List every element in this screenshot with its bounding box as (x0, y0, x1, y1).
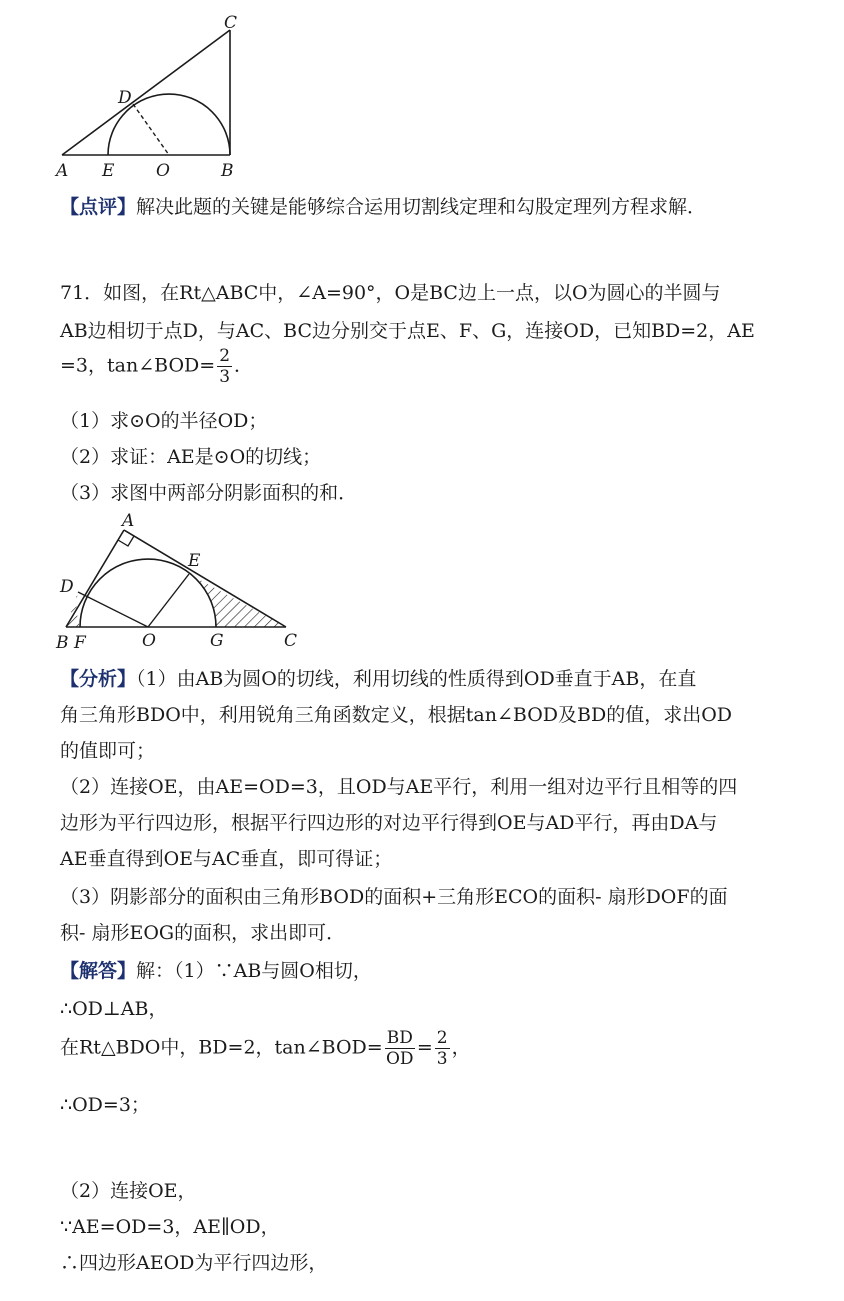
analysis-line-2: 角三角形BDO中，利用锐角三角函数定义，根据tan∠BOD及BD的值，求出OD (60, 704, 733, 726)
label-c: C (224, 13, 238, 33)
fraction-3: 3 (436, 1049, 448, 1069)
label-g: G (210, 631, 224, 651)
analysis-line-7: （3）阴影部分的面积由三角形BOD的面积+三角形ECO的面积- 扇形DOF的面 (60, 886, 728, 908)
label-b: B (221, 161, 234, 181)
fraction-2: 2 (436, 1028, 448, 1048)
label-o: O (142, 631, 156, 651)
solution-text-1: 解：（1）∵AB与圆O相切， (136, 960, 372, 982)
solution-line-2: ∴OD⊥AB， (60, 998, 168, 1020)
review-text: 解决此题的关键是能够综合运用切割线定理和勾股定理列方程求解． (136, 196, 707, 218)
question-3: （3）求图中两部分阴影面积的和． (60, 482, 358, 504)
fraction-two-thirds-b (435, 1028, 450, 1069)
fraction-numerator: 2 (219, 346, 231, 366)
analysis-line-1 (60, 664, 696, 691)
analysis-text-1: （1）由AB为圆O的切线，利用切线的性质得到OD垂直于AB，在直 (136, 668, 697, 690)
problem-line-3-suffix: ． (234, 354, 254, 377)
problem-line-1: 71．如图，在Rt△ABC中，∠A=90°，O是BC边上一点，以O为圆心的半圆与 (60, 282, 721, 304)
equals-sign: = (416, 1036, 433, 1059)
analysis-line-6: AE垂直得到OE与AC垂直，即可得证； (60, 848, 393, 870)
segment-ac (62, 30, 230, 155)
solution-line-4: ∴OD=3； (60, 1094, 150, 1116)
analysis-line-4: （2）连接OE，由AE=OD=3，且OD与AE平行，利用一组对边平行且相等的四 (60, 776, 738, 798)
analysis-line-5: 边形为平行四边形，根据平行四边形的对边平行得到OE与AD平行，再由DA与 (60, 812, 718, 834)
fraction-bd: BD (386, 1028, 413, 1048)
segment-od-dashed (133, 104, 169, 155)
solution-line-1 (60, 956, 372, 983)
fraction-od: OD (385, 1049, 414, 1069)
analysis-line-8: 积- 扇形EOG的面积，求出即可． (60, 922, 346, 944)
solution-line-5: （2）连接OE， (60, 1180, 197, 1202)
solution-line-3-prefix: 在Rt△BDO中，BD=2，tan∠BOD= (60, 1036, 383, 1059)
label-f: F (74, 633, 86, 652)
review-line (60, 192, 706, 219)
label-a: A (122, 512, 135, 531)
analysis-line-3: 的值即可； (60, 740, 156, 762)
label-a: A (56, 161, 69, 181)
label-d: D (60, 577, 74, 597)
question-1: （1）求⊙O的半径OD； (60, 410, 268, 432)
figure-1-diagram (50, 10, 260, 185)
label-o: O (156, 161, 170, 181)
figure-2-diagram (52, 512, 312, 652)
analysis-tag: 【分析】 (60, 668, 137, 690)
solution-line-3-suffix: ， (451, 1036, 471, 1059)
solution-line-6: ∵AE=OD=3，AE∥OD， (60, 1216, 280, 1238)
segment-ab (66, 530, 124, 627)
segment-oe (148, 574, 189, 627)
review-tag: 【点评】 (60, 196, 137, 218)
segment-od (78, 592, 148, 627)
label-d: D (118, 88, 132, 108)
shaded-region-left (66, 592, 80, 627)
label-b: B (56, 633, 69, 652)
problem-line-3-prefix: =3，tan∠BOD= (60, 354, 216, 377)
fraction-denominator: 3 (219, 367, 231, 387)
label-c: C (284, 631, 298, 651)
label-e: E (188, 551, 201, 571)
solution-line-3 (60, 1028, 471, 1069)
fraction-two-thirds (217, 346, 232, 387)
label-e: E (102, 161, 115, 181)
fraction-bd-od (385, 1028, 415, 1069)
segment-ac (124, 530, 286, 627)
solution-line-7: ∴四边形AEOD为平行四边形， (60, 1252, 328, 1274)
problem-line-2: AB边相切于点D，与AC、BC边分别交于点E、F、G，连接OD，已知BD=2，AE (60, 320, 755, 342)
question-2: （2）求证：AE是⊙O的切线； (60, 446, 322, 468)
problem-line-3 (60, 346, 253, 387)
solution-tag: 【解答】 (60, 960, 137, 982)
